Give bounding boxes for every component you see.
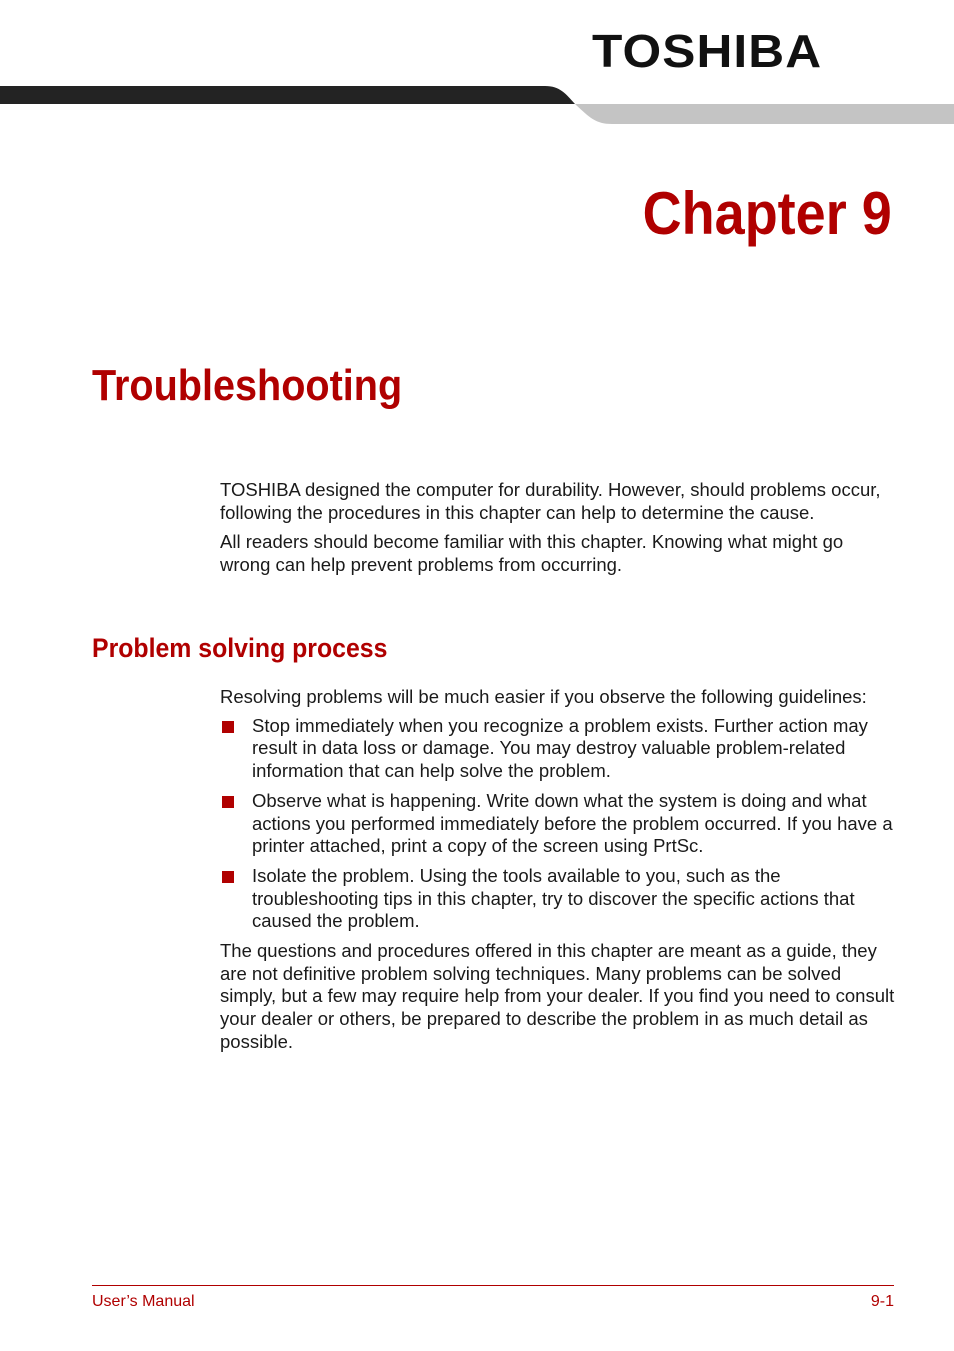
intro-paragraph: All readers should become familiar with this chapter. Knowing what might go wrong can help prevent problems from occurring. [220,531,844,576]
square-bullet-icon [222,721,234,733]
list-item [220,865,896,933]
square-bullet-icon [222,796,234,808]
list-item-text: Isolate the problem. Using the tools available to you, such as the troubleshooting tips in this chapter, try to discover the specific actions that caused the problem. [252,864,855,932]
list-item [220,790,896,858]
intro-paragraph: TOSHIBA designed the computer for durability. However, should problems occur, following the procedures in this chapter can help to determine the cause. [220,479,881,523]
closing-paragraph: The questions and procedures offered in this chapter are meant as a guide, they are not definitive problem solving techniques. Many problems can be solved simply, but a few may require help from your dealer. If you find you need to consult your dealer or others, be prepared to describe the problem in as much detail as possible. [220,940,895,1052]
list-item-text: Stop immediately when you recognize a problem exists. Further action may result in data loss or damage. You may destroy valuable problem-related information that can help solve the problem. [252,714,868,782]
square-bullet-icon [222,871,234,883]
list-item-text: Observe what is happening. Write down what the system is doing and what actions you performed immediately before the problem occurred. If you have a printer attached, print a copy of the screen using PrtSc. [252,789,893,857]
footer-divider [92,1285,894,1286]
guideline-list [220,715,896,933]
footer-page-number: 9-1 [870,1293,894,1310]
subsection-title: Problem solving process [92,633,388,663]
toshiba-logo: TOSHIBA [592,25,823,77]
problem-solving-text [220,686,896,1054]
footer-manual-label: User’s Manual [92,1293,195,1310]
header-band-light [575,104,954,124]
list-item [220,715,896,783]
chapter-title: Chapter 9 [642,180,892,247]
section-title: Troubleshooting [92,361,403,410]
intro-text [220,479,896,577]
lead-paragraph: Resolving problems will be much easier if you observe the following guidelines: [220,686,867,707]
header-band-dark [0,86,575,104]
